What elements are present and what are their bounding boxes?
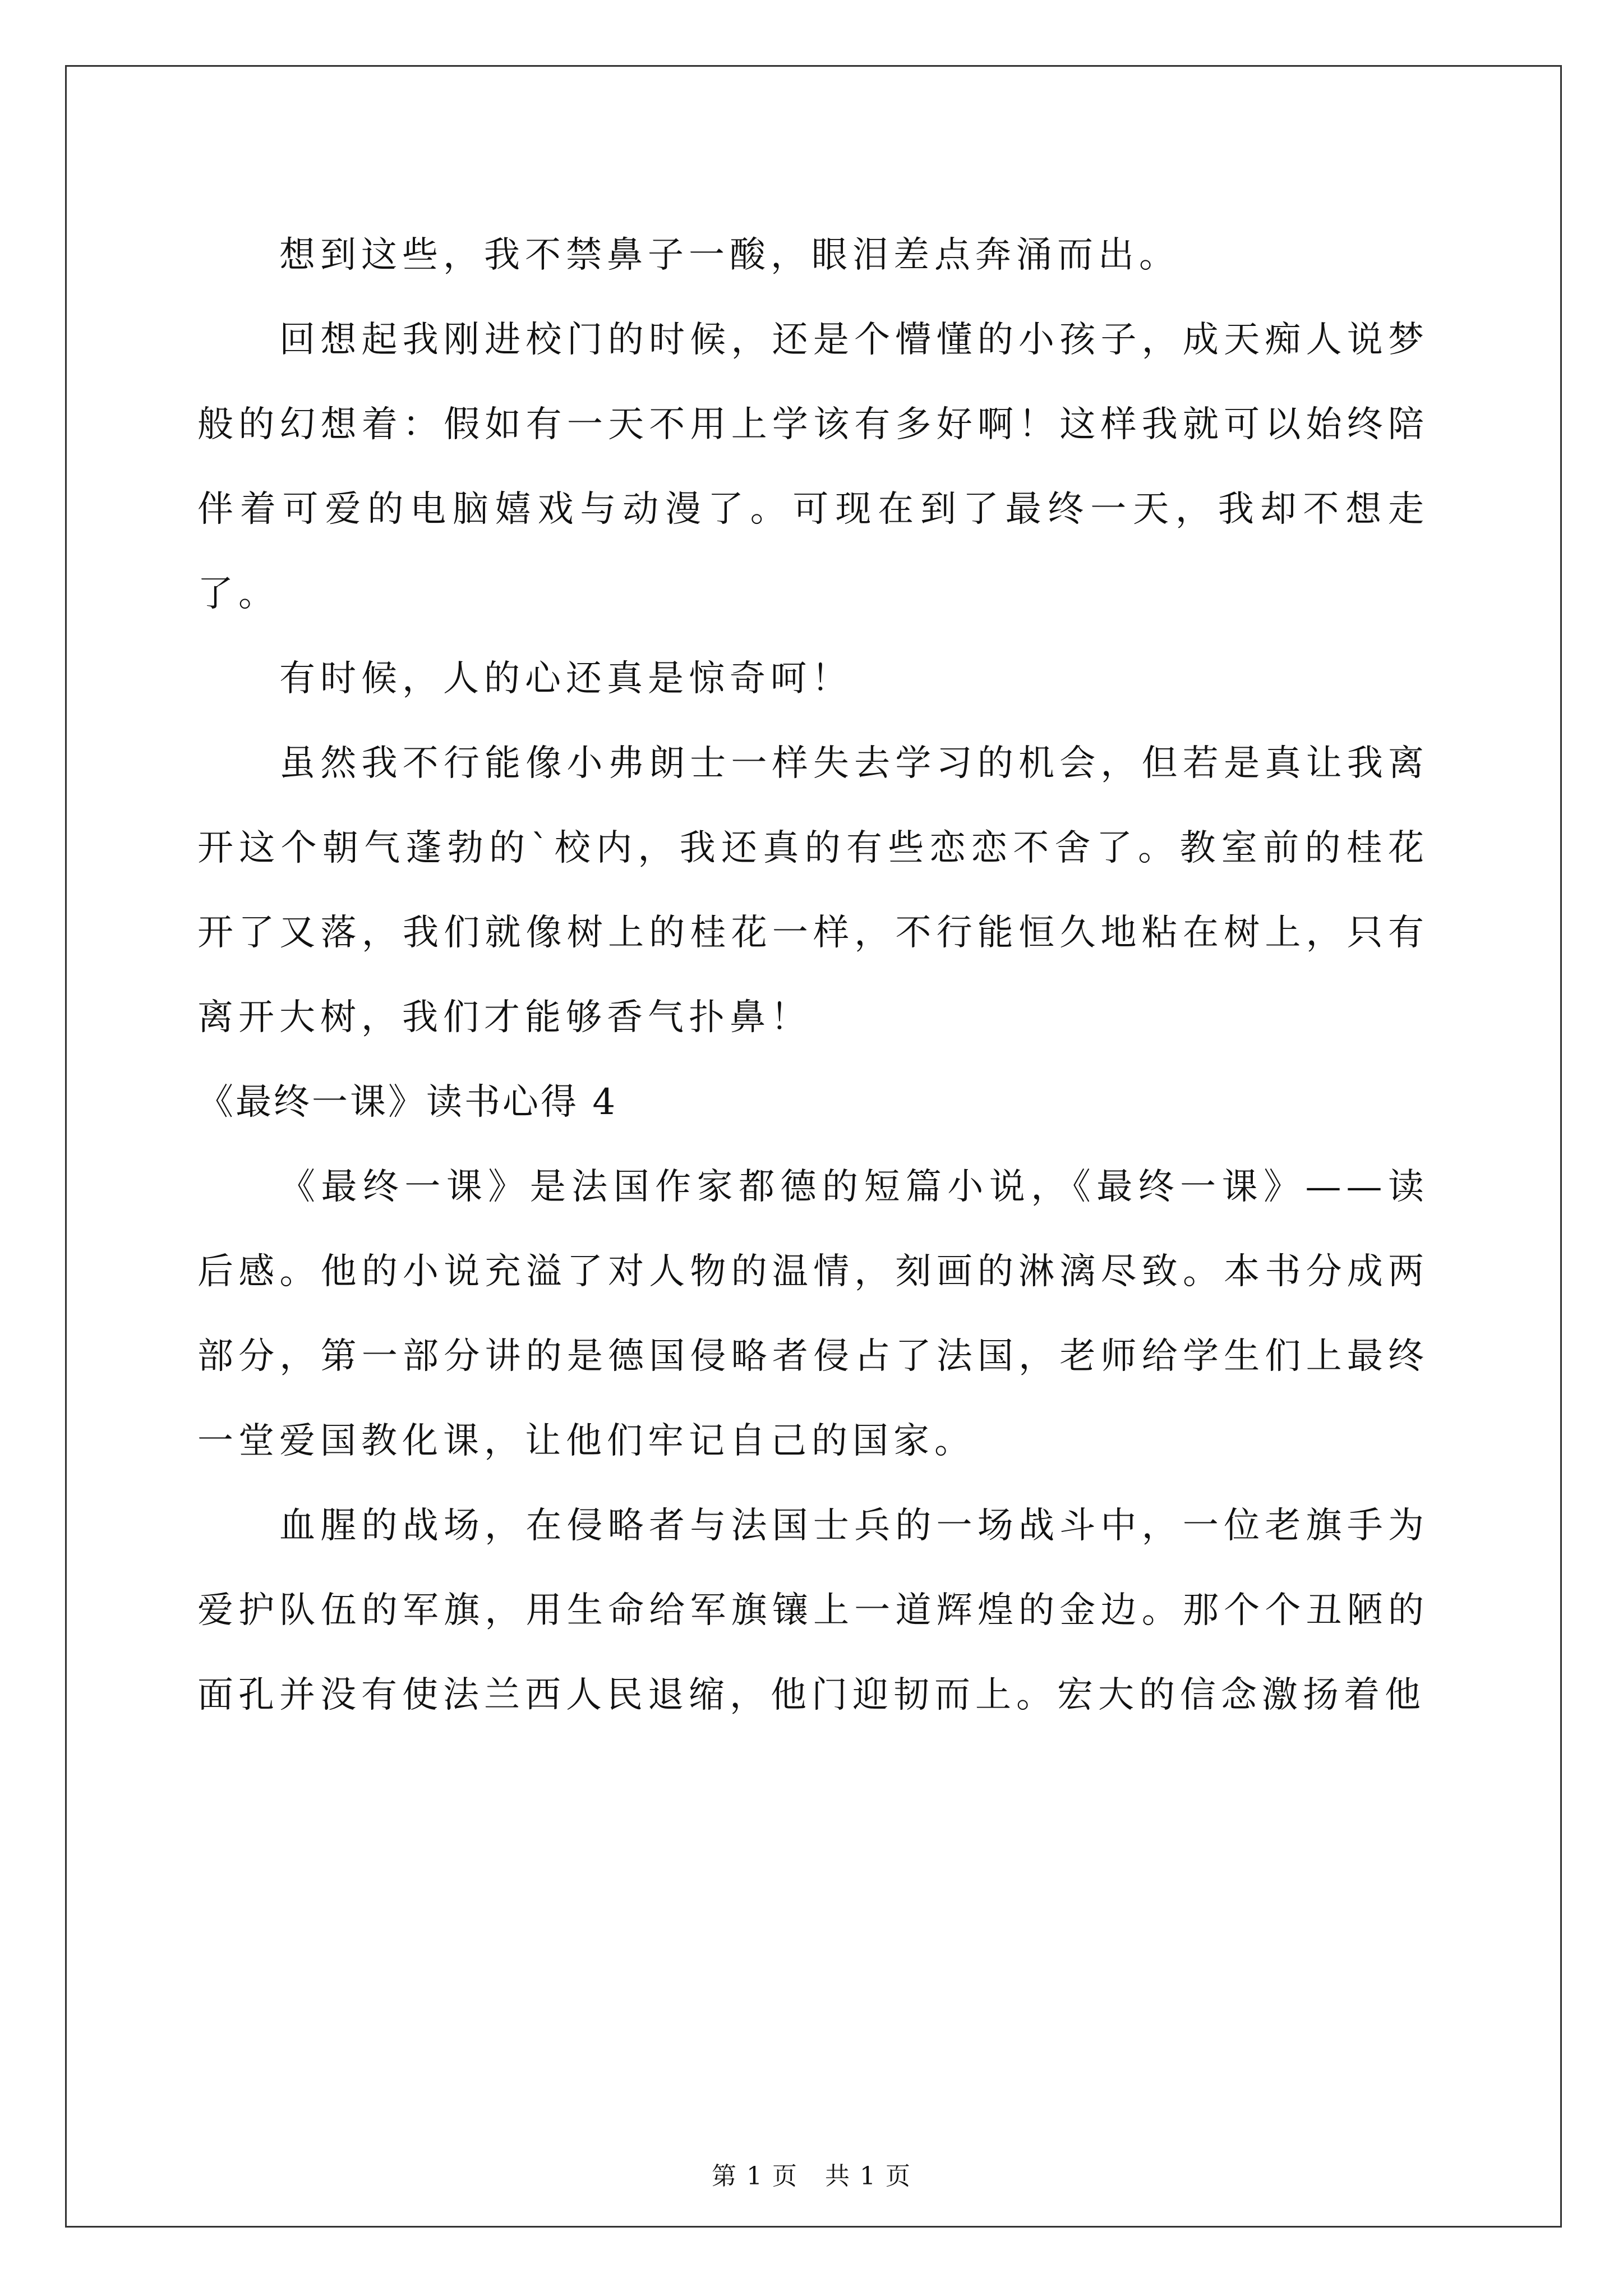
section-heading: 《最终一课》读书心得 4 [197, 1082, 618, 1123]
page-number: 第 1 页 [712, 2162, 799, 2191]
page-footer [0, 2160, 1623, 2193]
page-total: 共 1 页 [824, 2162, 911, 2191]
paragraph-1: 想到这些，我不禁鼻子一酸，眼泪差点奔涌而出。 [279, 234, 1180, 276]
footer-spacer [798, 2162, 825, 2191]
paragraph-3: 有时候，人的心还真是惊奇呵！ [279, 658, 852, 700]
paragraph-6: 血腥的战场，在侵略者与法国士兵的一场战斗中，一位老旗手为爱护队伍的军旗，用生命给军旗镶上一道辉煌的金边。那个个丑陋的面孔并没有使法兰西人民退缩，他门迎韧而上。宏大的信念激扬着他 [197, 1505, 1429, 1716]
paragraph-5: 《最终一课》是法国作家都德的短篇小说，《最终一课》——读后感。他的小说充溢了对人物的温情，刻画的淋漓尽致。本书分成两部分，第一部分讲的是德国侵略者侵占了法国，老师给学生们上最终一堂爱国教化课，让他们牢记自己的国家。 [197, 1166, 1429, 1462]
document-body [197, 213, 1429, 1738]
paragraph-2: 回想起我刚进校门的时候，还是个懵懂的小孩子，成天痴人说梦般的幻想着：假如有一天不用上学该有多好啊！这样我就可以始终陪伴着可爱的电脑嬉戏与动漫了。可现在到了最终一天，我却不想走了。 [197, 319, 1429, 615]
paragraph-4: 虽然我不行能像小弗朗士一样失去学习的机会，但若是真让我离开这个朝气蓬勃的`校内，我还真的有些恋恋不舍了。教室前的桂花开了又落，我们就像树上的桂花一样，不行能恒久地粘在树上，只有离开大树，我们才能够香气扑鼻！ [197, 743, 1429, 1038]
